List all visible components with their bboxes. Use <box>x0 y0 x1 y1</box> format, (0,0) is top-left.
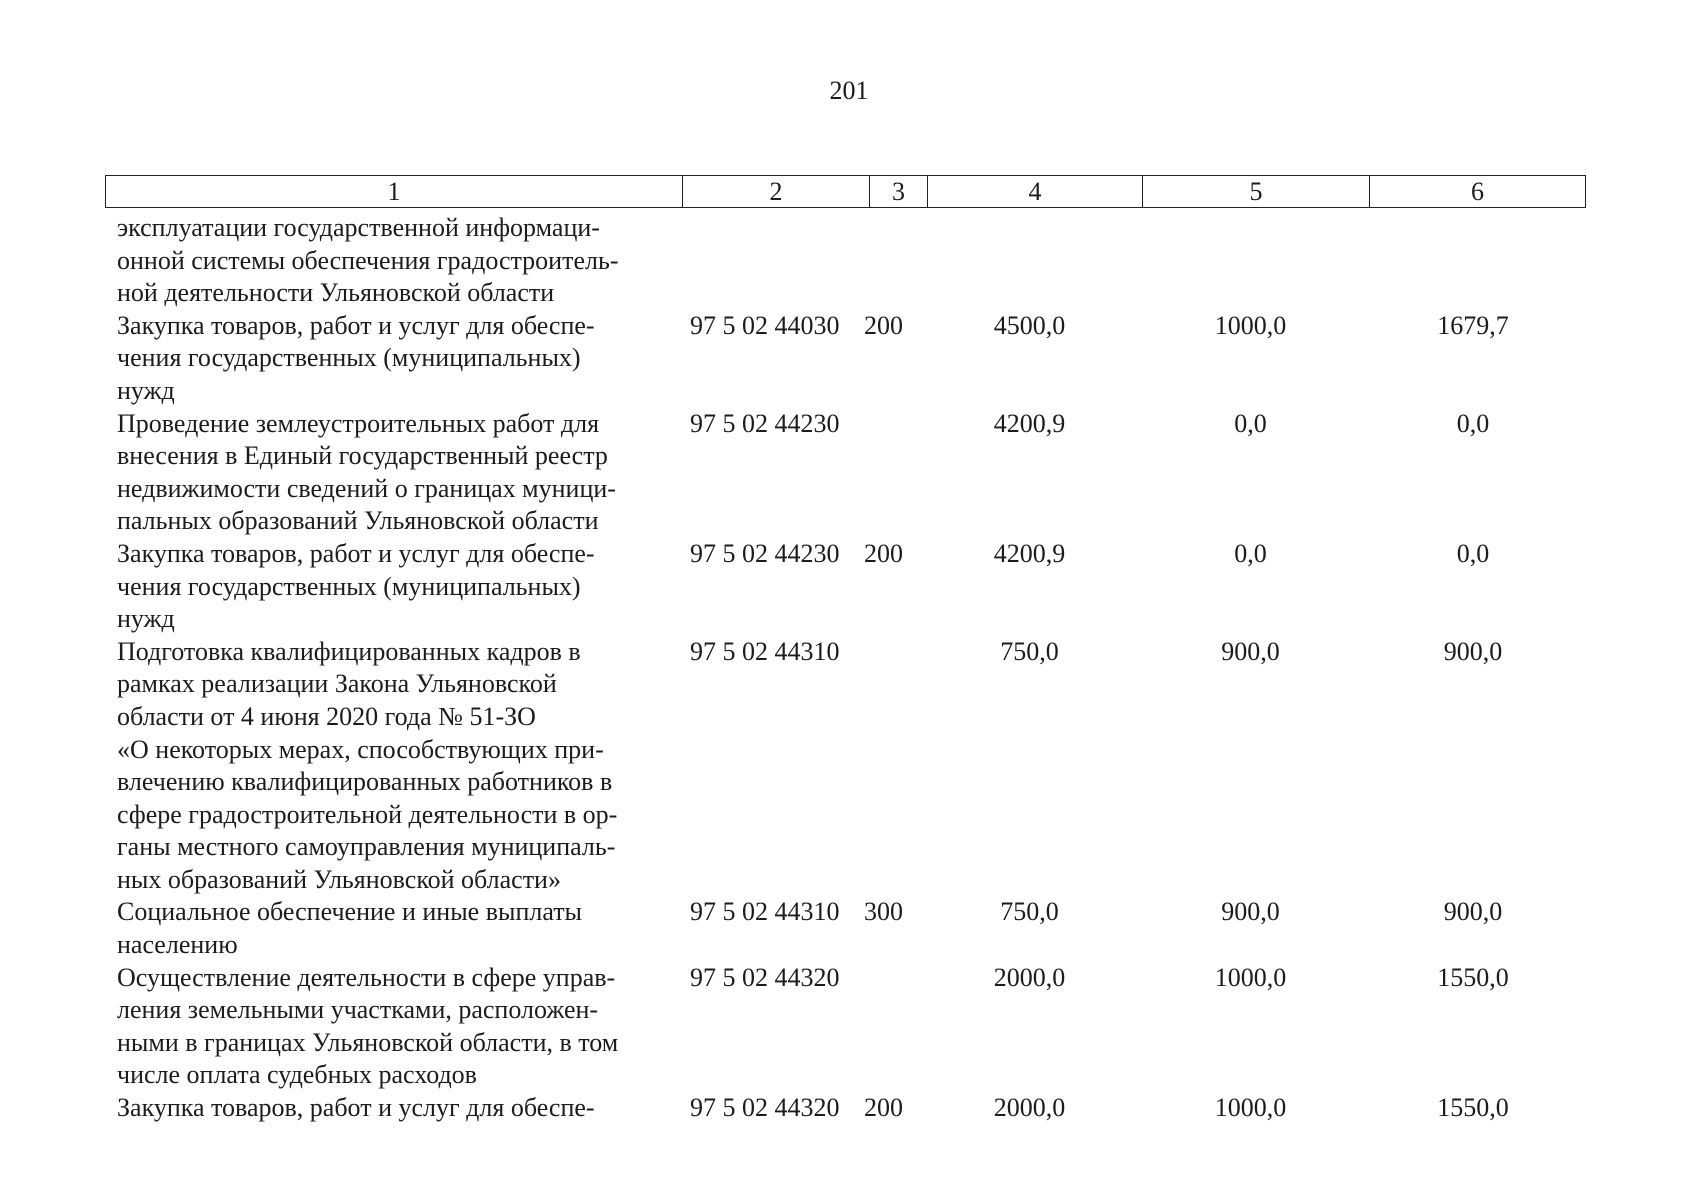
row-name-line: ления земельными участками, расположен- <box>117 995 599 1025</box>
row-name-line: ганы местного самоуправления муниципаль- <box>117 832 616 862</box>
row-name-line: онной системы обеспечения градостроитель- <box>117 245 619 275</box>
row-name <box>117 636 674 897</box>
row-value-col5: 0,0 <box>1234 408 1267 438</box>
row-name <box>117 538 674 636</box>
row-value-col4: 2000,0 <box>993 1093 1066 1123</box>
row-name-line: эксплуатации государственной информаци- <box>117 213 600 242</box>
row-value-col5: 0,0 <box>1234 538 1267 568</box>
row-name-line: Закупка товаров, работ и услуг для обеспе- <box>117 310 595 340</box>
row-value-col6: 1550,0 <box>1437 962 1509 992</box>
row-name-line: ной деятельности Ульяновской области <box>117 278 555 308</box>
row-name-line: внесения в Единый государственный реестр <box>117 441 608 471</box>
row-name-line: области от 4 июня 2020 года № 51-ЗО <box>117 701 536 731</box>
row-value-col4: 750,0 <box>1000 636 1059 666</box>
table-row <box>117 310 1585 408</box>
row-name-line: сфере градостроительной деятельности в ор- <box>117 799 618 829</box>
row-expense-type: 300 <box>864 897 903 927</box>
row-value-col4: 4200,9 <box>993 538 1066 568</box>
row-name-line: нужд <box>117 375 175 405</box>
row-name-line: нужд <box>117 604 175 634</box>
row-name <box>117 408 674 538</box>
row-value-col6: 1550,0 <box>1437 1093 1509 1123</box>
row-value-col6: 900,0 <box>1443 636 1503 666</box>
table-row <box>117 538 1585 636</box>
row-name-line: ными в границах Ульяновской области, в том <box>117 1027 619 1057</box>
table-row <box>117 212 1585 310</box>
column-header-1: 1 <box>106 176 683 208</box>
column-header-table <box>105 175 1586 208</box>
row-value-col4: 750,0 <box>1000 897 1059 927</box>
row-value-col5: 900,0 <box>1221 897 1280 927</box>
page-number: 201 <box>829 76 869 105</box>
row-name-line: населению <box>117 930 238 960</box>
row-value-col5: 1000,0 <box>1214 1093 1287 1123</box>
column-header-2: 2 <box>683 176 870 208</box>
row-code: 97 5 02 44320 <box>690 1093 840 1123</box>
table-row <box>117 1092 1585 1125</box>
row-expense-type: 200 <box>864 310 903 340</box>
table-row <box>117 408 1585 538</box>
row-name-line: Проведение землеустроительных работ для <box>117 408 600 438</box>
row-code: 97 5 02 44310 <box>690 636 840 666</box>
column-header-5: 5 <box>1143 176 1370 208</box>
row-value-col4: 4200,9 <box>993 408 1066 438</box>
column-header-3: 3 <box>870 176 928 208</box>
table-row <box>117 636 1585 897</box>
row-name-line: рамках реализации Закона Ульяновской <box>117 669 557 699</box>
row-expense-type: 200 <box>864 538 903 568</box>
row-name-line: пальных образований Ульяновской области <box>117 506 599 536</box>
row-name-line: числе оплата судебных расходов <box>117 1060 477 1090</box>
row-name-line: ных образований Ульяновской области» <box>117 864 561 894</box>
row-name <box>117 962 674 1092</box>
row-value-col6: 1679,7 <box>1437 310 1509 340</box>
row-name <box>117 212 674 310</box>
row-value-col4: 4500,0 <box>993 310 1066 340</box>
row-value-col5: 900,0 <box>1221 636 1280 666</box>
column-header-6: 6 <box>1370 176 1586 208</box>
row-name-line: «О некоторых мерах, способствующих при- <box>117 734 604 764</box>
row-value-col4: 2000,0 <box>993 962 1066 992</box>
row-value-col5: 1000,0 <box>1214 310 1287 340</box>
row-code: 97 5 02 44030 <box>690 310 840 340</box>
row-name-line: недвижимости сведений о границах муници- <box>117 473 616 503</box>
row-name <box>117 310 674 408</box>
row-name-line: чения государственных (муниципальных) <box>117 343 581 373</box>
row-name-line: Осуществление деятельности в сфере управ- <box>117 962 616 992</box>
row-name-line: Социальное обеспечение и иные выплаты <box>117 897 583 927</box>
column-header-row <box>106 176 1586 208</box>
table-row <box>117 962 1585 1092</box>
row-code: 97 5 02 44310 <box>690 897 840 927</box>
row-code: 97 5 02 44230 <box>690 538 840 568</box>
row-name-line: влечению квалифицированных работников в <box>117 767 613 797</box>
row-expense-type: 200 <box>864 1093 903 1123</box>
table-body <box>117 212 1585 1125</box>
row-value-col6: 0,0 <box>1456 538 1490 568</box>
row-name-line: Подготовка квалифицированных кадров в <box>117 636 581 666</box>
row-name <box>117 896 674 961</box>
table-row <box>117 896 1585 961</box>
row-name-line: Закупка товаров, работ и услуг для обеспе- <box>117 538 595 568</box>
row-name-line: Закупка товаров, работ и услуг для обеспе- <box>117 1093 595 1123</box>
row-code: 97 5 02 44230 <box>690 408 840 438</box>
row-value-col5: 1000,0 <box>1214 962 1287 992</box>
row-name <box>117 1092 674 1125</box>
row-code: 97 5 02 44320 <box>690 962 840 992</box>
row-value-col6: 0,0 <box>1456 408 1490 438</box>
row-name-line: чения государственных (муниципальных) <box>117 571 581 601</box>
row-value-col6: 900,0 <box>1443 897 1503 927</box>
column-header-4: 4 <box>928 176 1143 208</box>
